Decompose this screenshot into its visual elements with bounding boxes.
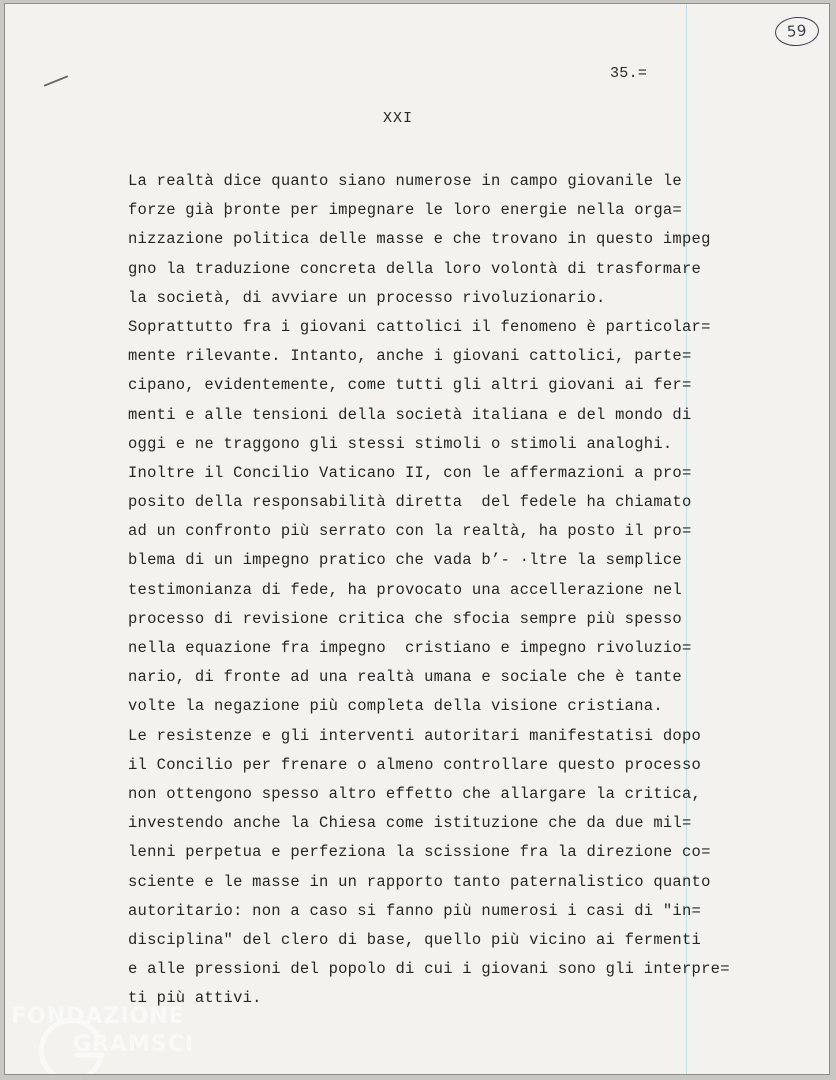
text-line: disciplina" del clero di base, quello più vicino ai fermenti (128, 930, 702, 949)
watermark-line-2: GRAMSCI (73, 1032, 195, 1057)
text-line: non ottengono spesso altro effetto che allargare la critica, (128, 784, 702, 803)
text-line: ti più attivi. (128, 989, 262, 1008)
body-text (128, 167, 788, 1013)
text-line: lenni perpetua e perfeziona la scissione fra la direzione co= (128, 843, 711, 862)
text-line: Inoltre il Concilio Vaticano II, con le affermazioni a pro= (128, 463, 692, 482)
text-line: investendo anche la Chiesa come istituzione che da due mil= (128, 814, 692, 833)
chapter-heading: XXI (383, 110, 414, 127)
text-line: Soprattutto fra i giovani cattolici il fenomeno è particolar= (128, 317, 711, 336)
text-line: nella equazione fra impegno cristiano e impegno rivoluzio= (128, 639, 692, 657)
text-line: Le resistenze e gli interventi autoritari manifestatisi dopo (128, 726, 702, 745)
text-line: ad un confronto più serrato con la realtà, ha posto il pro= (128, 522, 692, 541)
text-line: La realtà dice quanto siano numerose in campo giovanile le (128, 172, 682, 190)
watermark-line-1: FONDAZIONE (11, 1004, 185, 1029)
text-line: cipano, evidentemente, come tutti gli altri giovani ai fer= (128, 376, 692, 395)
text-line: oggi e ne traggono gli stessi stimoli o stimoli analoghi. (128, 434, 673, 453)
text-line: testimonianza di fede, ha provocato una accellerazione nel (128, 580, 682, 599)
text-line: sciente e le masse in un rapporto tanto paternalistico quanto (128, 872, 711, 891)
text-line: processo di revisione critica che sfocia sempre più spesso (128, 609, 682, 628)
text-line: mente rilevante. Intanto, anche i giovani cattolici, parte= (128, 347, 692, 366)
text-line: blema di un impegno pratico che vada b’‐ ·ltre la semplice (128, 551, 682, 570)
fondazione-gramsci-watermark (5, 989, 225, 1075)
text-line: il Concilio per frenare o almeno controllare questo processo (128, 755, 702, 774)
text-line: nizzazione politica delle masse e che trovano in questo impeg (128, 230, 711, 249)
text-line: e alle pressioni del popolo di cui i giovani sono gli interpre= (128, 960, 730, 979)
text-line: nario, di fronte ad una realtà umana e sociale che è tante (128, 668, 682, 687)
text-line: autoritario: non a caso si fanno più numerosi i casi di "in= (128, 901, 702, 920)
text-line: forze già þronte per impegnare le loro energie nella orga= (128, 201, 682, 220)
pen-mark (44, 75, 69, 87)
typed-page-number: 35.= (610, 65, 648, 82)
archive-page-number: 59 (774, 16, 820, 48)
document-page (4, 3, 830, 1075)
text-line: volte la negazione più completa della visione cristiana. (128, 697, 663, 716)
text-line: la società, di avviare un processo rivoluzionario. (128, 288, 606, 307)
text-line: menti e alle tensioni della società italiana e del mondo di (128, 405, 692, 424)
text-line: posito della responsabilità diretta del fedele ha chiamato (128, 493, 692, 512)
text-line: gno la traduzione concreta della loro volontà di trasformare (128, 259, 702, 278)
